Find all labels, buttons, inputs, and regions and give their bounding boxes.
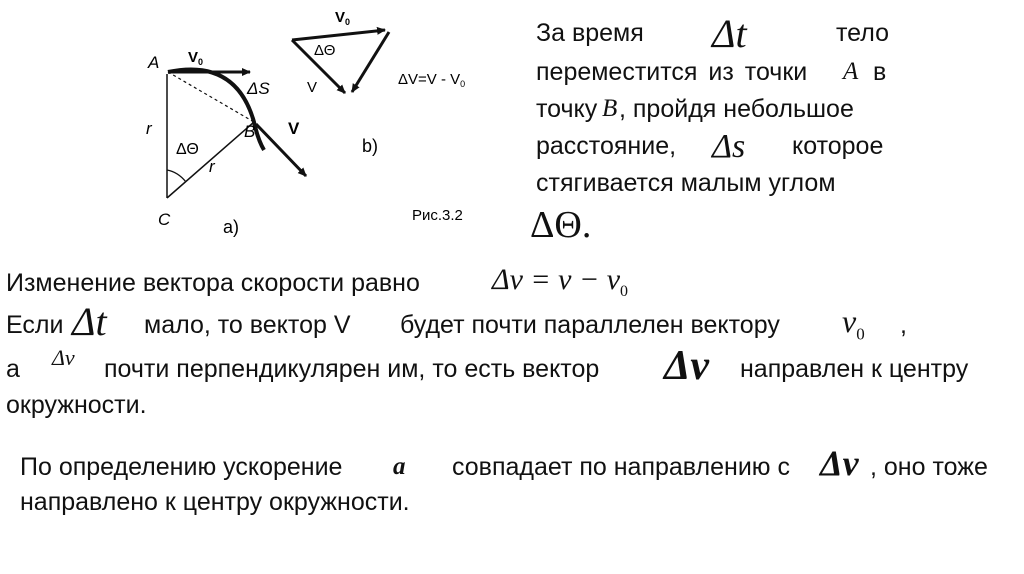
point-b-label: B [244,122,256,141]
v0-symbol: $v_0$ [842,303,865,344]
definition-part3: , оно тоже [870,453,988,481]
definition-part1: По определению ускорение [20,453,343,481]
right-line3-a: точку [536,95,598,123]
change-text: Изменение вектора скорости равно [6,269,420,297]
ds-symbol: Δs [712,128,746,165]
v0-label: $V_0$ [188,49,204,67]
definition-part2: совпадает по направлению с [452,453,790,481]
point-a-label: A [148,53,160,72]
figure-caption: Рис.3.2 [412,207,463,224]
if-parallel-text: будет почти параллелен вектору [400,311,780,339]
right-line2-b: в [873,58,887,86]
right-line1-a: За время [536,19,644,47]
point-c-label: C [158,210,171,229]
triangle-v-label: V [307,79,318,96]
triangle-dtheta-label: ΔΘ [314,42,336,59]
right-line4-b: которое [792,132,884,160]
circle-text: окружности. [6,391,147,419]
v-label: V [288,119,300,138]
change-formula: $\Delta v = v - v_0$ [492,263,629,300]
definition-line2: направлено к центру окружности. [20,488,410,516]
acceleration-symbol: a [393,453,406,480]
r-label-1: r [146,119,152,138]
right-line2: переместится из точки [536,58,808,86]
figure [0,0,520,245]
big-dv-symbol: Δv [664,343,709,389]
if-dt-symbol: Δt [72,299,107,344]
right-line4-a: расстояние, [536,132,677,160]
triangle-dv-arrow [352,32,389,92]
dtheta-symbol: ΔΘ. [530,204,592,246]
right-line1-b: тело [836,19,890,47]
definition-dv-symbol: Δv [820,443,859,483]
figure-b-label: b) [362,136,379,156]
a-text: а [6,355,20,383]
if-small-text: мало, то вектор V [144,311,351,339]
small-dv-symbol: Δv [52,345,75,370]
ds-label: ΔS [247,79,270,98]
right-line2-point-a: A [843,58,859,85]
directed-text: направлен к центру [740,355,969,383]
triangle-v0-label: $V_0$ [335,9,351,27]
angle-arc [167,170,186,182]
if-text: Если [6,311,64,339]
right-line3-b: , пройдя небольшое [619,95,854,123]
triangle-v0-arrow [292,30,385,40]
perp-text: почти перпендикулярен им, то есть вектор [104,355,600,383]
right-line5: стягивается малым углом [536,169,836,197]
dtheta-label-a: ΔΘ [176,141,199,158]
dt-symbol: Δt [712,11,747,56]
figure-a-label: a) [223,217,240,237]
r-label-2: r [209,157,215,176]
dv-equation: $\Delta V=V - V_0$ [398,71,466,89]
right-line3-point-b: B [602,95,618,122]
if-comma: , [900,311,907,339]
